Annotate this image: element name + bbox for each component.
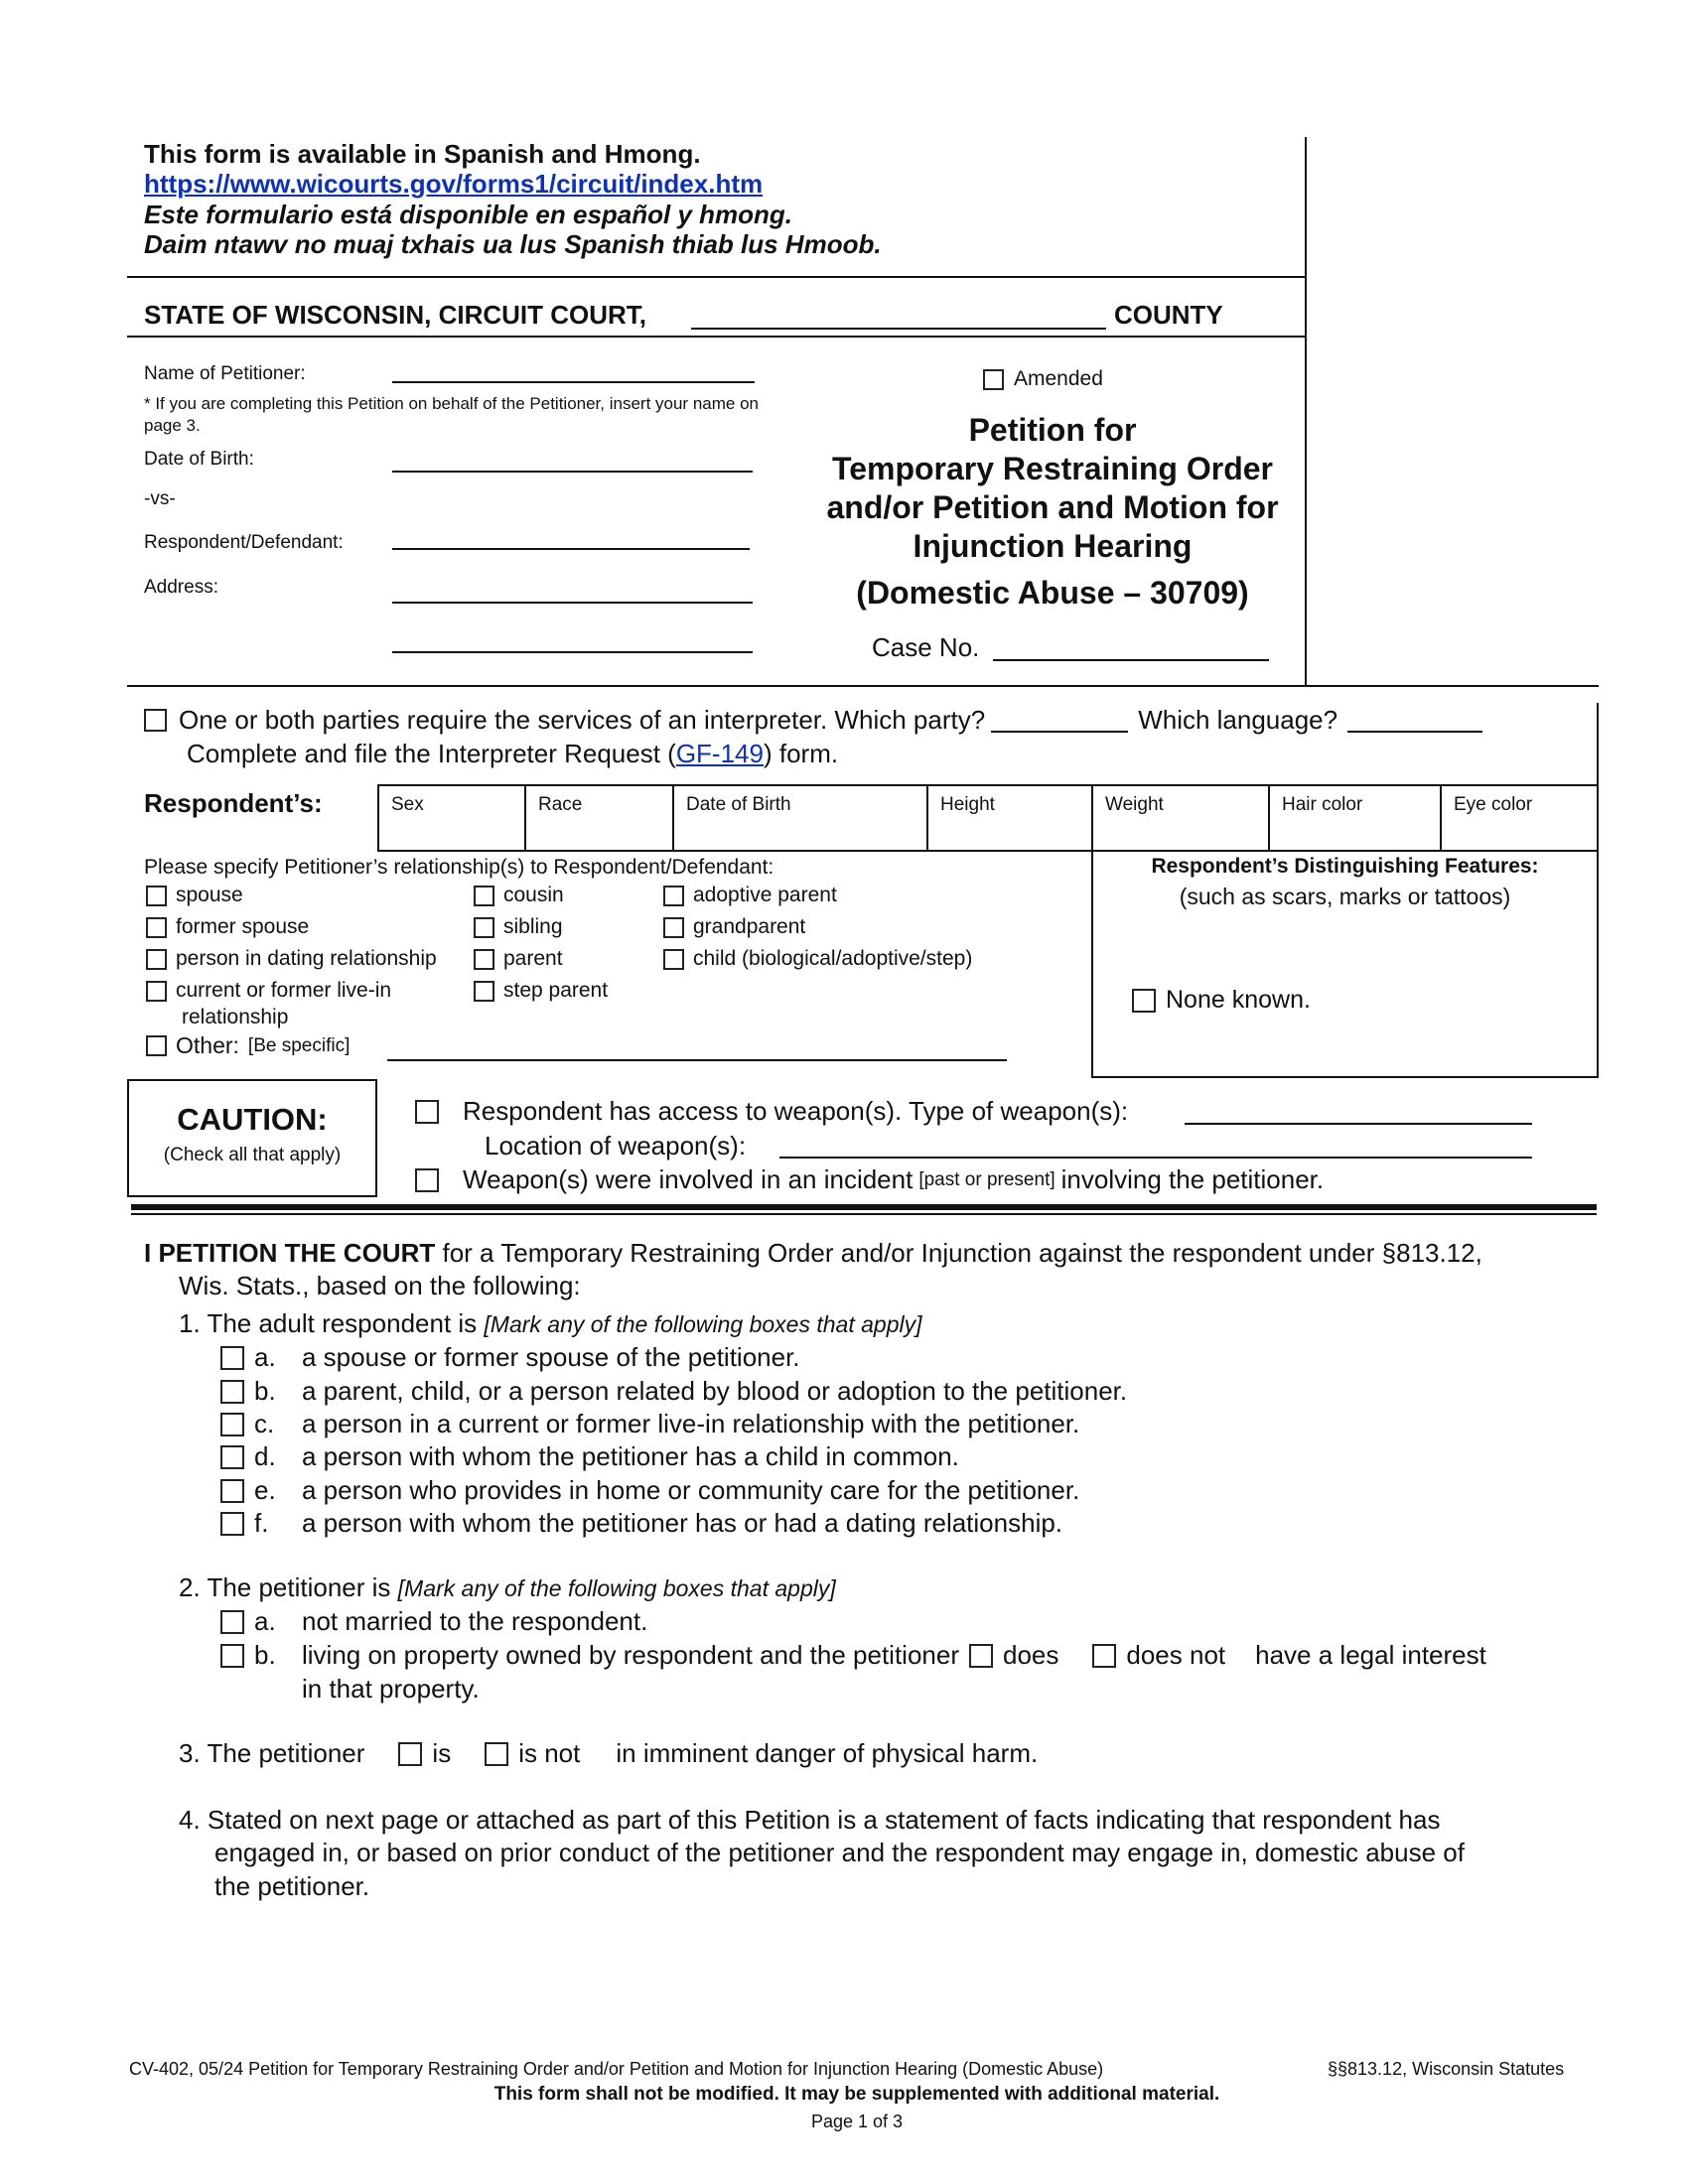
race-header: Race <box>538 794 583 815</box>
rel-label: former spouse <box>176 915 310 938</box>
checkbox[interactable] <box>663 917 684 938</box>
item-letter: e. <box>254 1475 276 1505</box>
spanish-note: Este formulario está disponible en español y hmong. <box>144 200 793 229</box>
q3-end: in imminent danger of physical harm. <box>616 1738 1039 1768</box>
item-letter: b. <box>254 1376 276 1406</box>
item-letter: a. <box>254 1606 276 1636</box>
eye-color-header: Eye color <box>1454 794 1533 815</box>
petition-lead-text: for a Temporary Restraining Order and/or Injunction against the respondent under §813.12, <box>442 1238 1482 1268</box>
q2-item-b <box>220 1640 1486 1671</box>
petitioner-label: Name of Petitioner: <box>144 363 306 384</box>
respondent-hair-cell[interactable] <box>1268 786 1440 850</box>
q3-text: 3. The petitioner <box>179 1738 365 1768</box>
q1-item-f[interactable] <box>220 1508 1062 1539</box>
rel-former-spouse[interactable] <box>146 915 309 939</box>
rel-dating[interactable] <box>146 947 437 971</box>
hair-color-header: Hair color <box>1282 794 1363 815</box>
rel-live-in[interactable] <box>146 979 391 1003</box>
forms-url-link[interactable]: https://www.wicourts.gov/forms1/circuit/index.htm <box>144 169 764 199</box>
rel-label: parent <box>503 947 563 970</box>
item-text: a person in a current or former live-in relationship with the petitioner. <box>302 1409 1080 1438</box>
petitioner-note: * If you are completing this Petition on behalf of the Petitioner, insert your name on page 3. <box>144 394 759 435</box>
rel-adoptive-parent[interactable] <box>663 884 837 907</box>
q3-is-not-label: is not <box>518 1738 581 1768</box>
checkbox[interactable] <box>220 1644 244 1668</box>
petition-lead-line-2: Wis. Stats., based on the following: <box>179 1271 581 1300</box>
rel-other-label: Other: <box>176 1032 239 1058</box>
q4-line-3: the petitioner. <box>214 1871 370 1901</box>
amended-option[interactable] <box>983 367 1103 391</box>
county-field[interactable] <box>691 328 1106 330</box>
rel-other-field[interactable] <box>387 1059 1007 1061</box>
checkbox[interactable] <box>220 1380 244 1404</box>
q1-hint: [Mark any of the following boxes that apply] <box>484 1311 922 1337</box>
q3-is-label: is <box>432 1738 452 1768</box>
q1-item-b[interactable] <box>220 1376 1127 1407</box>
q2-heading <box>179 1572 836 1603</box>
rel-label: adoptive parent <box>693 884 837 906</box>
interpreter-instruction-end: ) form. <box>763 739 839 768</box>
none-known-option[interactable] <box>1132 986 1311 1015</box>
rel-live-in-cont: relationship <box>182 1006 289 1028</box>
height-header: Height <box>940 794 995 815</box>
q1-text: 1. The adult respondent is <box>179 1308 478 1338</box>
rel-label: spouse <box>176 884 243 906</box>
weapons-access-checkbox[interactable] <box>415 1100 439 1124</box>
q3-line <box>179 1738 1038 1769</box>
title-case-type: (Domestic Abuse – 30709) <box>856 575 1249 611</box>
item-letter: f. <box>254 1508 269 1538</box>
address-label: Address: <box>144 577 218 598</box>
item-letter: a. <box>254 1342 276 1372</box>
rel-other-hint: [Be specific] <box>247 1034 351 1056</box>
checkbox[interactable] <box>220 1512 244 1536</box>
rel-sibling[interactable] <box>474 915 563 939</box>
rel-label: sibling <box>503 915 563 938</box>
section-divider-top <box>127 685 1599 687</box>
rel-parent[interactable] <box>474 947 563 971</box>
weapons-access-label: Respondent has access to weapon(s). Type of weapon(s): <box>463 1096 1129 1126</box>
dob-label: Date of Birth: <box>144 449 254 470</box>
item-letter: c. <box>254 1409 275 1438</box>
hmong-note: Daim ntawv no muaj txhais ua lus Spanish thiab lus Hmoob. <box>144 229 882 259</box>
rel-label: person in dating relationship <box>176 947 437 970</box>
q1-item-c[interactable] <box>220 1409 1079 1439</box>
q2-does-label: does <box>1003 1640 1059 1670</box>
weapon-location-label: Location of weapon(s): <box>485 1131 747 1160</box>
interpreter-party-field[interactable] <box>991 709 1128 733</box>
respondent-weight-cell[interactable] <box>1091 786 1268 850</box>
weapon-type-field[interactable] <box>1185 1123 1532 1125</box>
item-text: a parent, child, or a person related by blood or adoption to the petitioner. <box>302 1376 1128 1406</box>
q1-item-d[interactable] <box>220 1441 959 1472</box>
checkbox[interactable] <box>146 917 167 938</box>
weapons-incident-checkbox[interactable] <box>415 1168 439 1192</box>
case-no-field[interactable] <box>993 659 1269 661</box>
q2-does-checkbox[interactable] <box>969 1644 993 1668</box>
petitioner-name-field[interactable] <box>392 381 755 383</box>
court-suffix: COUNTY <box>1114 300 1223 330</box>
q2-text: 2. The petitioner is <box>179 1572 391 1602</box>
header-divider <box>127 276 1306 278</box>
respondent-name-field[interactable] <box>392 548 750 550</box>
interpreter-checkbox[interactable] <box>144 709 167 732</box>
title-line-1: Petition for <box>968 412 1137 448</box>
rel-label: cousin <box>503 884 564 906</box>
q1-heading <box>179 1308 921 1339</box>
item-text: living on property owned by respondent and the petitioner <box>302 1640 959 1670</box>
respondent-sex-cell[interactable] <box>377 786 524 850</box>
footer-page-number: Page 1 of 3 <box>810 2112 904 2131</box>
item-text: a person who provides in home or community care for the petitioner. <box>302 1475 1080 1505</box>
none-known-label: None known. <box>1166 986 1311 1014</box>
checkbox[interactable] <box>146 886 167 906</box>
rel-label: step parent <box>503 979 609 1002</box>
q2-b-end: have a legal interest <box>1255 1640 1486 1670</box>
rel-grandparent[interactable] <box>663 915 805 939</box>
weapons-incident-label: Weapon(s) were involved in an incident <box>463 1164 914 1194</box>
q1-item-e[interactable] <box>220 1475 1079 1506</box>
case-no-label: Case No. <box>872 632 980 662</box>
q2-b-line-2: in that property. <box>302 1674 480 1704</box>
checkbox[interactable] <box>220 1346 244 1370</box>
q3-is-checkbox[interactable] <box>398 1742 422 1766</box>
caution-subtitle: (Check all that apply) <box>163 1145 342 1165</box>
features-subtitle: (such as scars, marks or tattoos) <box>1179 884 1511 909</box>
weight-header: Weight <box>1105 794 1164 815</box>
gf-149-link[interactable]: GF-149 <box>675 739 764 768</box>
q1-item-a[interactable] <box>220 1342 800 1373</box>
q3-is-not-checkbox[interactable] <box>485 1742 508 1766</box>
item-letter: d. <box>254 1441 276 1471</box>
none-known-checkbox[interactable] <box>1132 989 1156 1013</box>
checkbox[interactable] <box>474 917 494 938</box>
checkbox[interactable] <box>663 949 684 970</box>
section-divider-thick <box>131 1204 1597 1210</box>
footer-notice: This form shall not be modified. It may be supplemented with additional material. <box>493 2084 1220 2105</box>
rel-other[interactable] <box>146 1032 350 1059</box>
rel-spouse[interactable] <box>146 884 243 907</box>
checkbox[interactable] <box>474 886 494 906</box>
item-text: not married to the respondent. <box>302 1606 648 1636</box>
petition-lead-bold: I PETITION THE COURT <box>144 1238 436 1268</box>
address-field-1[interactable] <box>392 602 753 604</box>
sex-header: Sex <box>391 794 424 815</box>
interpreter-line-2 <box>187 739 838 769</box>
checkbox[interactable] <box>474 949 494 970</box>
q4-line-1: 4. Stated on next page or attached as part of this Petition is a statement of facts indicating that respondent has <box>179 1805 1441 1835</box>
checkbox[interactable] <box>220 1445 244 1469</box>
address-field-2[interactable] <box>392 651 753 653</box>
petitioner-dob-field[interactable] <box>392 471 753 473</box>
title-line-3: and/or Petition and Motion for <box>826 489 1279 525</box>
rel-label: current or former live-in <box>176 979 392 1002</box>
interpreter-question: One or both parties require the services of an interpreter. Which party? <box>179 705 986 735</box>
weapons-incident-label-end: involving the petitioner. <box>1060 1164 1325 1194</box>
court-prefix: STATE OF WISCONSIN, CIRCUIT COURT, <box>144 300 647 330</box>
dob-header: Date of Birth <box>686 794 791 815</box>
petition-lead <box>144 1238 1482 1269</box>
respondent-race-cell[interactable] <box>524 786 672 850</box>
relationship-prompt: Please specify Petitioner’s relationship(s) to Respondent/Defendant: <box>144 856 774 879</box>
checkbox[interactable] <box>663 886 684 906</box>
checkbox[interactable] <box>146 981 167 1002</box>
section-divider-thin <box>131 1213 1597 1215</box>
rel-label: grandparent <box>693 915 806 938</box>
respondent-height-cell[interactable] <box>926 786 1091 850</box>
interpreter-line-1 <box>144 705 1482 736</box>
title-line-4: Injunction Hearing <box>913 528 1193 564</box>
q2-does-not-label: does not <box>1126 1640 1226 1670</box>
availability-note: This form is available in Spanish and Hmong. <box>144 139 701 169</box>
checkbox[interactable] <box>220 1413 244 1436</box>
form-title <box>794 411 1311 613</box>
amended-label: Amended <box>1014 367 1103 390</box>
q2-item-a[interactable] <box>220 1606 647 1637</box>
respondent-physical-label: Respondent’s: <box>144 788 323 818</box>
q2-hint: [Mark any of the following boxes that apply] <box>397 1575 836 1601</box>
features-title: Respondent’s Distinguishing Features: <box>1151 855 1539 878</box>
checkbox[interactable] <box>220 1610 244 1634</box>
weapons-incident-hint: [past or present] <box>918 1168 1055 1190</box>
court-divider <box>127 336 1306 338</box>
item-text: a spouse or former spouse of the petitioner. <box>302 1342 800 1372</box>
rel-label: child (biological/adoptive/step) <box>693 947 973 970</box>
language-question: Which language? <box>1138 705 1338 735</box>
q4-line-2: engaged in, or based on prior conduct of the petitioner and the respondent may engage in, domestic abuse of <box>214 1838 1465 1867</box>
checkbox[interactable] <box>220 1479 244 1503</box>
checkbox[interactable] <box>474 981 494 1002</box>
respondent-label: Respondent/Defendant: <box>144 532 344 553</box>
respondent-dob-cell[interactable] <box>672 786 926 850</box>
caution-box <box>127 1079 377 1197</box>
interpreter-instruction: Complete and file the Interpreter Request ( <box>187 739 676 768</box>
rel-child[interactable] <box>663 947 972 971</box>
checkbox[interactable] <box>146 1035 167 1056</box>
item-text: a person with whom the petitioner has a child in common. <box>302 1441 959 1471</box>
rel-cousin[interactable] <box>474 884 564 907</box>
weapon-location-field[interactable] <box>779 1157 1532 1159</box>
footer-statute: §§813.12, Wisconsin Statutes <box>1328 2059 1565 2079</box>
footer-form-id: CV-402, 05/24 Petition for Temporary Restraining Order and/or Petition and Motion for Injunction Hearing (Domestic Abuse) <box>129 2059 1104 2079</box>
weapons-incident-option <box>415 1164 1324 1195</box>
checkbox[interactable] <box>146 949 167 970</box>
amended-checkbox[interactable] <box>983 369 1004 390</box>
interpreter-language-field[interactable] <box>1347 709 1482 733</box>
item-letter: b. <box>254 1640 276 1670</box>
rel-step-parent[interactable] <box>474 979 608 1003</box>
respondent-eye-cell[interactable] <box>1440 786 1599 850</box>
title-line-2: Temporary Restraining Order <box>832 451 1273 486</box>
caution-title: CAUTION: <box>177 1102 328 1137</box>
weapons-access-option <box>415 1096 1128 1127</box>
q2-does-not-checkbox[interactable] <box>1092 1644 1116 1668</box>
vs-label: -vs- <box>144 488 176 509</box>
item-text: a person with whom the petitioner has or had a dating relationship. <box>302 1508 1063 1538</box>
